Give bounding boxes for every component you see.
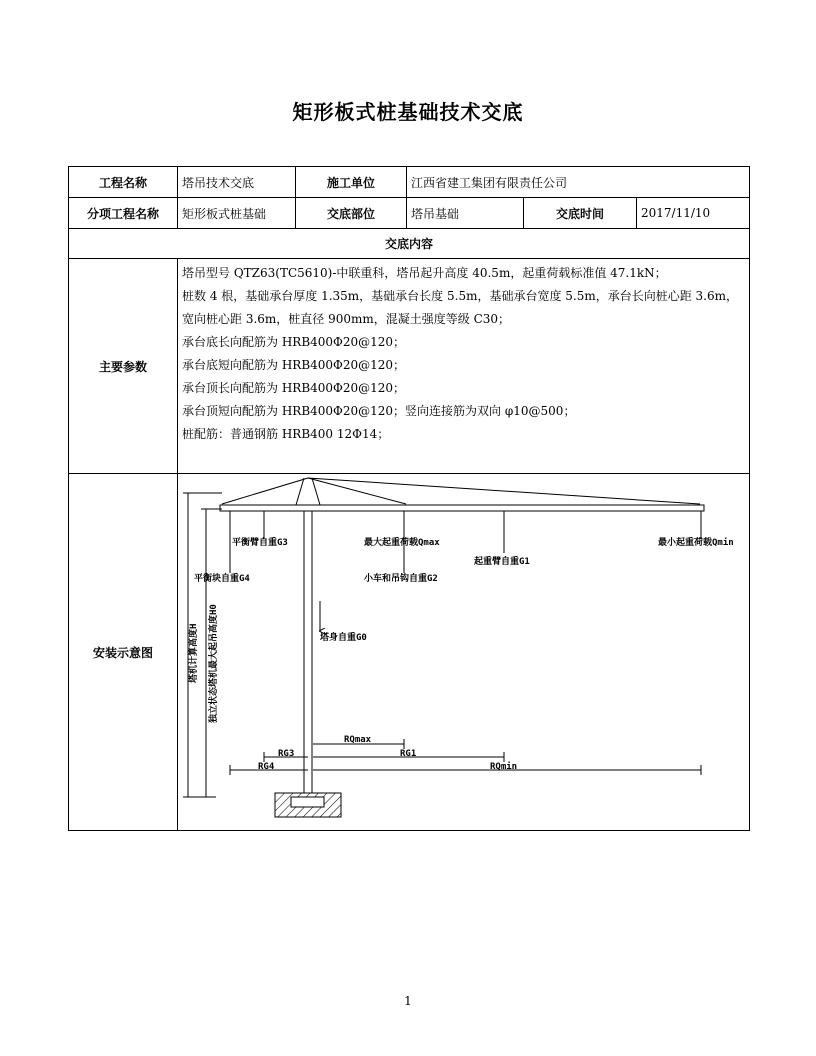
- installation-label: 安装示意图: [69, 474, 178, 831]
- row-content-header: [69, 229, 750, 259]
- jib-beam: [220, 505, 704, 511]
- project-name-value: 塔吊技术交底: [178, 167, 296, 198]
- label-qmin: 最小起重荷载Qmin: [658, 537, 734, 548]
- label-qmax: 最大起重荷载Qmax: [364, 537, 440, 548]
- sub-project-label: 分项工程名称: [69, 198, 178, 229]
- label-rg3: RG3: [278, 748, 295, 759]
- param-line: 桩数 4 根，基础承台厚度 1.35m，基础承台长度 5.5m，基础承台宽度 5.5m，承台长向桩心距 3.6m，宽向桩心距 3.6m，桩直径 900mm，混凝土强度等级 C30；: [182, 289, 739, 326]
- construction-unit-label: 施工单位: [296, 167, 407, 198]
- installation-diagram-cell: [178, 474, 750, 831]
- param-line: 承台底短向配筋为 HRB400Φ20@120；: [182, 358, 406, 372]
- param-line: 塔吊型号 QTZ63(TC5610)-中联重科，塔吊起升高度 40.5m，起重荷载标准值 47.1kN；: [182, 266, 667, 280]
- label-h-total: 塔机计算高度H: [189, 623, 199, 683]
- label-rg4: RG4: [258, 761, 275, 772]
- foundation: [275, 793, 341, 817]
- row-project: [69, 167, 750, 198]
- param-line: 承台顶短向配筋为 HRB400Φ20@120；竖向连接筋为双向 φ10@500；: [182, 404, 576, 418]
- label-g2: 小车和吊钩自重G2: [364, 573, 438, 584]
- row-main-params: [69, 259, 750, 474]
- part-value: 塔吊基础: [407, 198, 524, 229]
- main-params-content: [178, 259, 750, 474]
- disclosure-table: [68, 166, 750, 831]
- part-label: 交底部位: [296, 198, 407, 229]
- param-line: 桩配筋：普通钢筋 HRB400 12Φ14；: [182, 427, 390, 441]
- row-installation: [69, 474, 750, 831]
- label-g4: 平衡块自重G4: [194, 573, 250, 584]
- label-rg1: RG1: [400, 748, 417, 759]
- load-lines: [230, 511, 701, 631]
- construction-unit-value: 江西省建工集团有限责任公司: [407, 167, 750, 198]
- tower-crane-diagram: [178, 475, 749, 830]
- radius-dimensions: [230, 739, 701, 775]
- apex-ties: [222, 478, 700, 505]
- label-h-free: 独立状态塔机最大起吊高度H0: [209, 603, 219, 723]
- label-rqmax: RQmax: [344, 734, 372, 745]
- label-g0: 塔身自重G0: [320, 632, 367, 643]
- sub-project-value: 矩形板式桩基础: [178, 198, 296, 229]
- content-header: 交底内容: [69, 229, 750, 259]
- time-label: 交底时间: [524, 198, 637, 229]
- row-subproject: [69, 198, 750, 229]
- time-value: 2017/11/10: [637, 198, 750, 229]
- main-params-label: 主要参数: [69, 259, 178, 474]
- param-line: 承台顶长向配筋为 HRB400Φ20@120；: [182, 381, 406, 395]
- page-number: 1: [404, 994, 412, 1008]
- label-g3: 平衡臂自重G3: [232, 537, 288, 548]
- tower-mast: [304, 511, 312, 793]
- label-rqmin: RQmin: [490, 761, 518, 772]
- document-title: 矩形板式桩基础技术交底: [292, 100, 524, 124]
- label-g1: 起重臂自重G1: [474, 556, 530, 567]
- param-line: 承台底长向配筋为 HRB400Φ20@120；: [182, 335, 406, 349]
- project-name-label: 工程名称: [69, 167, 178, 198]
